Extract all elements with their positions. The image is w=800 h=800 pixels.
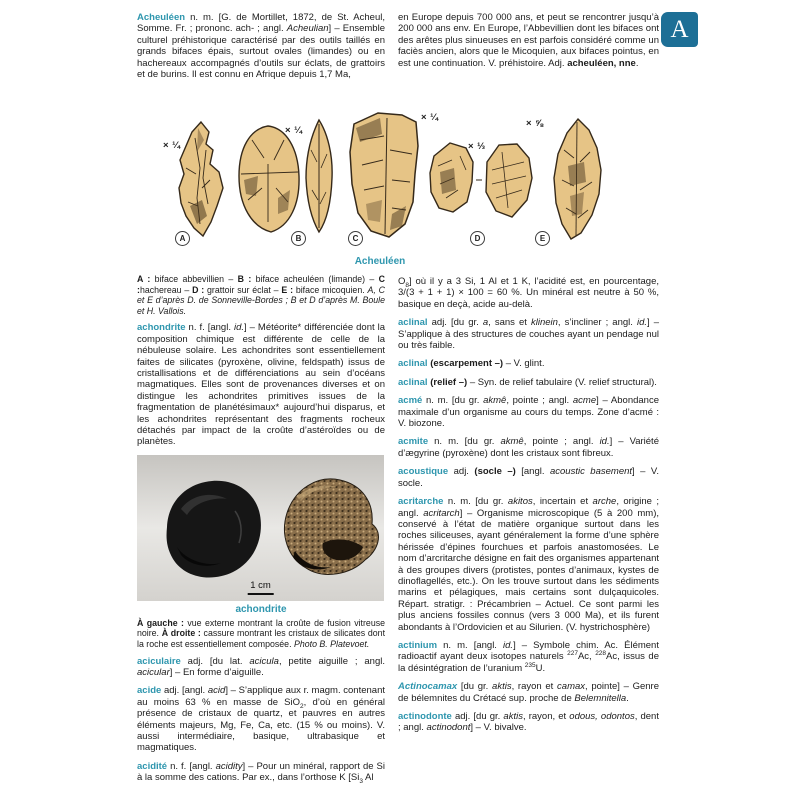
text-run: camax <box>557 681 586 693</box>
headword: acmé <box>398 395 423 407</box>
text-run: odous, odontos <box>569 711 635 722</box>
text-run: n. f. [angl. <box>167 760 216 772</box>
dictionary-entry <box>398 395 659 429</box>
grattoir-d-drawing <box>430 143 532 217</box>
text-run: [du gr. <box>457 681 493 693</box>
text-run: id. <box>233 322 245 334</box>
figure-achondrite-photo <box>137 455 384 601</box>
headword: achondrite <box>137 322 186 334</box>
top-right-column <box>398 12 659 76</box>
text-run: Ac, <box>577 651 596 663</box>
text-run: klinein <box>530 317 558 329</box>
dictionary-entry <box>398 377 659 388</box>
text-run: – V. glint. <box>503 358 545 370</box>
scale-marker-a: × ¼ <box>163 140 181 151</box>
text-run: vue externe montrant la croûte de fusion vitreuse noire. <box>137 617 386 639</box>
tools-figure-caption: Acheuléen <box>354 256 406 267</box>
text-run: 2 <box>300 702 304 710</box>
text-run: biface abbevillien – <box>150 274 238 284</box>
text-run: acicula <box>249 655 279 667</box>
dictionary-entry <box>398 466 659 489</box>
text-run: Al <box>362 772 374 784</box>
text-run: 228 <box>595 650 607 658</box>
text-run: akmê <box>483 395 507 407</box>
text-run: ] – En forme d’aiguille. <box>169 667 264 679</box>
scale-marker-b: × ¼ <box>285 125 303 136</box>
biface-e-drawing <box>554 119 601 239</box>
headword: aclinal <box>398 376 428 388</box>
text-run: Belemnitella <box>574 692 627 704</box>
headword: actinodonte <box>398 711 452 722</box>
text-run: cassure montrant les cristaux de silicates dont la roche est essentiellement composée. <box>137 628 386 650</box>
text-run: , pointe ; angl. <box>506 395 573 407</box>
biface-a-drawing <box>179 122 223 236</box>
photo-figure-caption: achondrite <box>235 603 287 615</box>
headword: acide <box>137 685 162 697</box>
right-column <box>398 276 659 741</box>
text-run: , sans et <box>488 317 531 329</box>
text-run: Acheulian <box>286 23 329 35</box>
scale-marker-d: × ⅓ <box>468 141 486 152</box>
dictionary-entry <box>137 322 385 447</box>
dictionary-entry <box>137 761 385 784</box>
headword: acritarche <box>398 496 444 508</box>
dictionary-entry <box>398 681 659 704</box>
text-run: B : <box>237 274 252 284</box>
scale-marker-e: × ⅝ <box>526 118 544 129</box>
text-run: actinodont <box>426 722 471 734</box>
text-run: 8 <box>405 281 410 289</box>
text-run: adj. [du gr. <box>427 317 483 329</box>
text-run: acheuléen, nne <box>567 57 636 69</box>
text-run: biface acheuléen (limande) – <box>251 274 379 284</box>
text-run: , incertain et <box>532 496 593 508</box>
text-run: , d’où en général présence de cristaux de quartz, et pauvres en autres éléments majeurs, Mg, Fe, Ca, etc. (15 % ou moins). V. aussi intermédiaire, basique, ultrabasique et magmatiques. <box>137 696 385 754</box>
headword: aclinal <box>398 317 428 329</box>
text-run: E : <box>281 284 293 295</box>
text-run: adj. [angl. <box>161 685 208 697</box>
section-tab-a: A <box>661 12 698 47</box>
text-run: en Europe depuis 700 000 ans, et peut se rencontrer jusqu’à 200 000 ans env. En Europe, l’Abbevillien dont les bifaces ont des arêtes plus sinueuses en est parfois considéré comme un faciès ancien, alors que le Micoquien, aux bifaces pointus, en est une continuation. V. préhistoire. Adj. <box>398 12 659 69</box>
dictionary-entry <box>398 496 659 633</box>
text-run: n. m. [du gr. <box>428 436 501 448</box>
text-run: , dent ; angl. <box>398 711 659 734</box>
dictionary-entry <box>398 12 659 69</box>
dictionary-entry <box>137 656 385 679</box>
text-run: ] – Symbole chim. Ac. Élément radioactif ayant deux isotopes naturels <box>398 639 659 663</box>
text-run: acid <box>207 685 226 697</box>
biface-b-drawing <box>239 120 332 232</box>
text-run: acoustic basement <box>549 466 633 478</box>
text-run: acme <box>572 395 597 407</box>
text-run: ] – V. bivalve. <box>470 722 527 734</box>
text-run: acicular <box>137 667 170 679</box>
text-run: 3 <box>359 778 363 786</box>
headword: acidité <box>137 760 168 772</box>
text-run: ] – Variété d’ægyrine (pyroxène) dont les cristaux sont fibreux. <box>398 436 659 459</box>
text-run: n. m. [du gr. <box>422 395 484 407</box>
text-run: , pointe ; angl. <box>523 436 600 448</box>
text-run: adj. [du gr. <box>451 711 504 722</box>
text-run: (escarpement –) <box>427 358 504 370</box>
tools-figure-legend <box>137 274 385 316</box>
text-run: , origine ; angl. <box>398 496 660 519</box>
text-run: n. m. [du gr. <box>443 496 508 508</box>
dictionary-entry <box>398 436 659 459</box>
stone-tools-illustration <box>140 110 620 245</box>
figure-acheulean-tools <box>140 110 620 272</box>
text-run: Ac, issus de la désintégration de l’uranium <box>398 651 659 674</box>
text-run: adj. [du lat. <box>180 655 250 667</box>
text-run: D : <box>192 284 205 295</box>
text-run: id. <box>636 317 647 329</box>
text-run: A : <box>137 274 151 284</box>
text-run: id. <box>599 436 610 448</box>
text-run: 227 <box>567 650 578 658</box>
text-run: ] – Organisme microscopique (5 à 200 mm), conservé à l’état de matière organique surtout dans les roches siliceuses, ayant généralement la forme d’une sphère hérissée d’épines fourchues et parfois anastomosées. Le nom d’arcritarche désigne en fait des organismes appartenant à des groupes divers (protistes, pontes d’animaux, kystes de dinoflagellés, etc.). On les trouve surtout dans les sédiments marins et pélagiques, mais certains sont dulçaquicoles. Répart. stratigr. : Précambrien – Actuel. Ce sont parmi les plus anciens fossiles connus (vers 3 000 Ma), et ils furent abondants à l’Ordovicien et au Silurien. (V. hystrichosphère) <box>398 507 659 633</box>
dictionary-entry <box>398 317 659 351</box>
text-run: 235 <box>524 661 536 669</box>
text-run: akmê <box>500 436 524 448</box>
headword: actinium <box>398 639 438 651</box>
text-run: acritarch <box>423 507 460 519</box>
text-run: U. <box>535 662 546 674</box>
text-run: akitos <box>507 496 533 508</box>
text-run: ] – Abondance maximale d’un organisme au cours du temps. Zone d’acmé : V. biozone. <box>398 395 659 430</box>
text-run: , rayon et <box>511 681 558 693</box>
photo-figure-legend <box>137 618 385 650</box>
text-run: – Syn. de relief tabulaire (V. relief structural). <box>467 376 657 388</box>
hachereau-c-drawing <box>350 113 418 237</box>
dictionary-entry <box>398 640 659 674</box>
text-run: À droite : <box>161 628 201 639</box>
text-run: ] – Pour un minéral, rapport de Si à la somme des cations. Par ex., dans l’orthose K [Si <box>137 760 386 784</box>
dictionary-entry <box>398 711 659 734</box>
text-run: , s’incliner ; angl. <box>557 317 637 329</box>
text-run: Photo B. Platevoet. <box>293 639 370 650</box>
text-run: . <box>626 692 629 704</box>
text-run: id. <box>503 639 514 651</box>
left-entries-bottom <box>137 656 385 784</box>
text-run: ] – Ensemble culturel préhistorique caractérisé par des outils taillés en grands bifaces épais, surtout ovales (limandes) ou en hachereaux accompagnés d’outils sur éclats, de grattoirs et de burins. Il est connu en Afrique depuis 1,7 Ma, <box>137 23 385 81</box>
text-run: acidity <box>215 760 243 772</box>
dictionary-entry <box>398 276 659 310</box>
left-column <box>137 274 385 791</box>
figure-label-b: B <box>291 231 306 246</box>
dictionary-entry <box>137 12 385 80</box>
text-run: grattoir sur éclat – <box>204 284 282 295</box>
text-run: n. m. [G. de Mortillet, 1872, de St. Acheul, Somme. Fr. ; prononc. ach- ; angl. <box>137 12 385 35</box>
text-run: adj. <box>448 466 475 478</box>
text-run: , petite aiguille ; angl. <box>278 655 385 667</box>
headword: Actinocamax <box>398 681 458 693</box>
figure-label-c: C <box>348 231 363 246</box>
headword: aciculaire <box>137 655 181 667</box>
text-run: ] où il y a 3 Si, 1 Al et 1 K, l’acidité est, en pourcentage, 3/(3 + 1 + 1) × 100 = 60 %. Un minéral est neutre à 50 %, basique en deçà, acide au-delà. <box>398 276 659 310</box>
text-run: [angl. <box>515 466 550 478</box>
left-entries-achondrite <box>137 322 385 447</box>
text-run: A, C et E d’après D. de Sonneville-Bordes ; B et D d’après M. Boule et H. Vallois. <box>137 284 385 316</box>
headword: aclinal <box>398 358 428 370</box>
figure-label-e: E <box>535 231 550 246</box>
text-run: n. f. [angl. <box>185 322 234 334</box>
text-run: (relief –) <box>427 376 468 388</box>
text-run: À gauche : <box>137 617 184 628</box>
figure-label-a: A <box>175 231 190 246</box>
text-run: hachereau – <box>139 284 193 295</box>
text-run: aktis <box>503 711 523 722</box>
text-run: , pointe] – Genre de bélemnites du Crétacé sup. proche de <box>398 681 659 704</box>
text-run: ] – V. socle. <box>398 466 659 489</box>
headword: acmite <box>398 436 429 448</box>
text-run: ] – Météorite* différenciée dont la composition chimique est différente de celle de la nébuleuse solaire. Les achondrites sont essentiellement faites de silicates (pyroxène, olivine, feldspath) issus de cristallisations et de différenciations au sein d’océans magmatiques. Elles sont de provenances diverses et on distingue les achondrites primitives issues de la fragmentation de planétésimaux* aujourd’hui disparus, et les achondrites représentant des fragments rocheux détachés par impact de la croûte d’astéroïdes ou de planètes. <box>137 322 386 448</box>
text-run: (socle –) <box>474 466 516 478</box>
scale-marker-c: × ¼ <box>421 112 439 123</box>
text-run: a <box>482 317 489 329</box>
top-left-column <box>137 12 385 87</box>
photo-scale-bar: 1 cm <box>247 580 274 594</box>
text-run: C : <box>137 274 386 295</box>
text-run: ] – S’applique aux r. magm. contenant au moins 63 % en masse de SiO <box>137 685 385 708</box>
text-run: O <box>398 276 406 287</box>
figure-label-d: D <box>470 231 485 246</box>
dictionary-entry <box>398 358 659 369</box>
text-run: , rayon, et <box>522 711 570 722</box>
text-run: aktis <box>492 681 512 693</box>
headword: Acheuléen <box>137 12 186 23</box>
text-run: . <box>635 57 639 69</box>
text-run: biface micoquien. <box>293 284 368 295</box>
text-run: arche <box>592 496 617 508</box>
dictionary-entry <box>137 685 385 753</box>
meteorite-photo-illustration <box>137 455 384 601</box>
headword: acoustique <box>398 466 449 478</box>
text-run: n. m. [angl. <box>437 639 504 651</box>
text-run: ] – S’applique à des structures de couches ayant un pendage nul ou très faible. <box>398 317 659 352</box>
